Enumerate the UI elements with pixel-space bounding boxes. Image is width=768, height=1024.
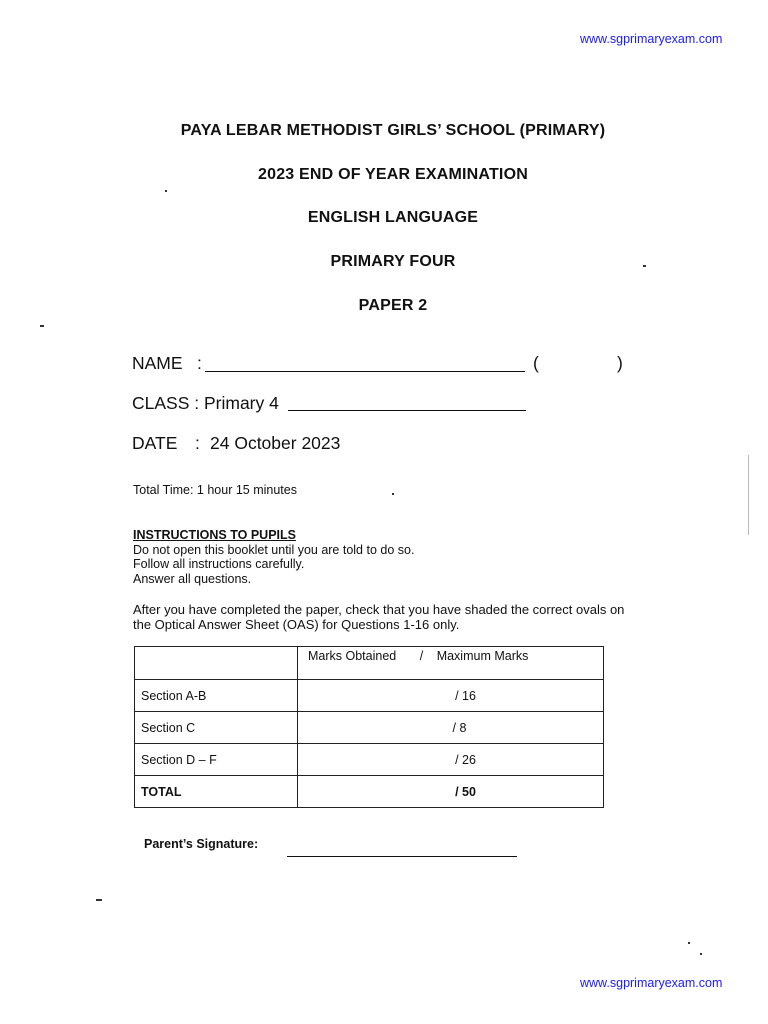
- date-value: 24 October 2023: [210, 433, 341, 453]
- website-link-bottom[interactable]: www.sgprimaryexam.com: [580, 976, 723, 990]
- instruction-line: Answer all questions.: [133, 572, 252, 586]
- register-open-paren: (: [533, 353, 539, 373]
- section-cell: Section C: [135, 712, 298, 744]
- marks-table: [134, 646, 604, 808]
- table-row: [135, 744, 604, 776]
- name-input-line[interactable]: [205, 371, 525, 372]
- date-label: DATE: [132, 433, 178, 453]
- section-cell: TOTAL: [135, 776, 298, 808]
- name-label: NAME: [132, 353, 183, 373]
- header-blank-cell: [135, 647, 298, 680]
- oas-instruction-line-1: After you have completed the paper, check that you have shaded the correct ovals on: [133, 602, 625, 617]
- scan-speck: [165, 190, 167, 192]
- class-label: CLASS : Primary 4: [132, 393, 279, 413]
- scan-speck: [392, 493, 394, 495]
- subject-title: ENGLISH LANGUAGE: [307, 209, 479, 226]
- scan-speck: [643, 265, 646, 267]
- paper-title: PAPER 2: [358, 297, 428, 314]
- website-link-top[interactable]: www.sgprimaryexam.com: [580, 32, 723, 46]
- scan-speck: [700, 953, 702, 955]
- scan-speck: [748, 455, 749, 535]
- section-cell: Section D – F: [135, 744, 298, 776]
- parent-signature-line[interactable]: [287, 856, 517, 857]
- marks-table-header-row: [135, 647, 604, 680]
- header-slash: /: [419, 649, 424, 663]
- level-title: PRIMARY FOUR: [330, 253, 456, 270]
- marks-cell[interactable]: [298, 776, 604, 808]
- table-row-total: [135, 776, 604, 808]
- section-cell: Section A-B: [135, 680, 298, 712]
- max-marks: / 8: [452, 720, 467, 735]
- table-row: [135, 712, 604, 744]
- max-marks: / 16: [455, 688, 476, 703]
- register-close-paren: ): [617, 353, 623, 373]
- scan-speck: [688, 942, 690, 944]
- class-input-line[interactable]: [288, 410, 526, 411]
- max-marks: / 26: [455, 752, 476, 767]
- exam-title: 2023 END OF YEAR EXAMINATION: [258, 166, 528, 183]
- table-row: [135, 680, 604, 712]
- maximum-marks-header: Maximum Marks: [436, 649, 529, 663]
- date-colon: :: [195, 433, 200, 453]
- marks-cell[interactable]: [298, 712, 604, 744]
- instructions-heading: INSTRUCTIONS TO PUPILS: [133, 528, 296, 542]
- total-time: Total Time: 1 hour 15 minutes: [133, 483, 297, 497]
- max-marks: / 50: [455, 784, 476, 799]
- instruction-line: Follow all instructions carefully.: [133, 557, 305, 571]
- scan-speck: [96, 899, 102, 901]
- marks-cell[interactable]: [298, 680, 604, 712]
- scan-speck: [40, 325, 44, 327]
- instruction-line: Do not open this booklet until you are told to do so.: [133, 543, 415, 557]
- parent-signature-label: Parent’s Signature:: [144, 837, 259, 851]
- header-marks-cell: [298, 647, 604, 680]
- marks-obtained-header: Marks Obtained: [308, 649, 397, 663]
- school-name: PAYA LEBAR METHODIST GIRLS’ SCHOOL (PRIMARY): [180, 122, 606, 139]
- oas-instruction-line-2: the Optical Answer Sheet (OAS) for Questions 1-16 only.: [133, 617, 460, 632]
- name-colon: :: [197, 353, 202, 373]
- marks-cell[interactable]: [298, 744, 604, 776]
